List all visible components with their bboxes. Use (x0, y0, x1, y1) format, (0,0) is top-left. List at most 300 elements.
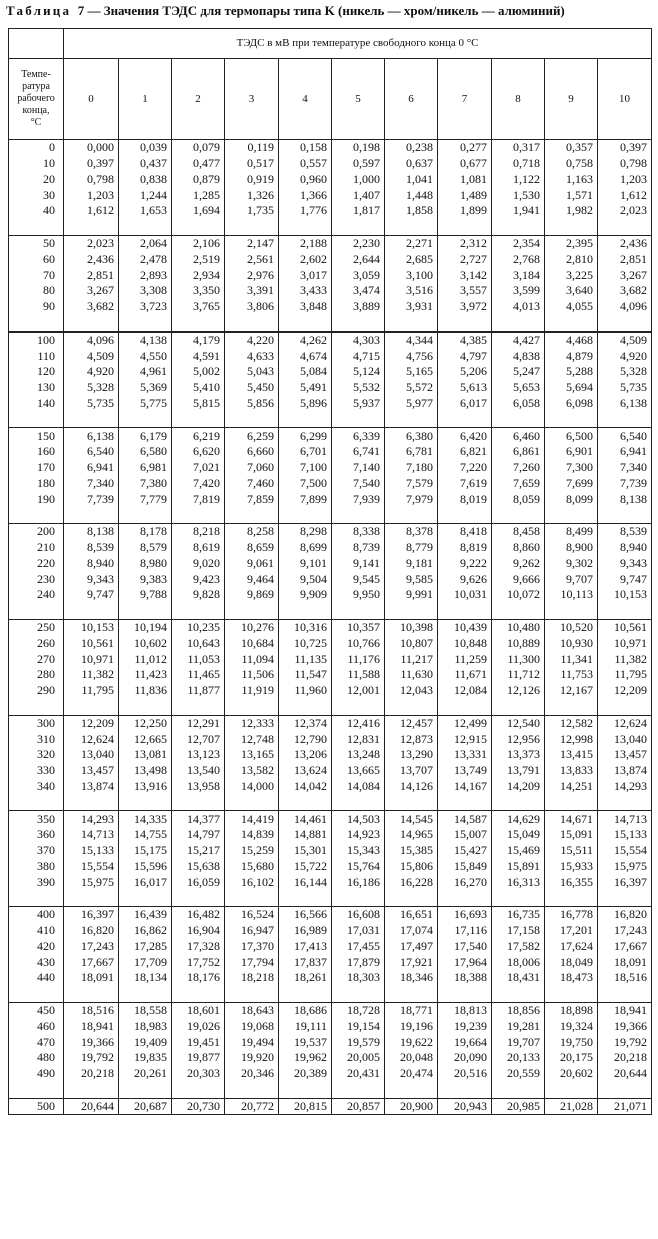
emf-value-cell: 19,835 (119, 1050, 172, 1066)
emf-value-cell: 0,879 (172, 172, 225, 188)
emf-value-cell: 7,380 (119, 476, 172, 492)
emf-value-cell: 8,779 (385, 540, 438, 556)
emf-value-cell: 9,222 (438, 556, 492, 572)
emf-value-cell: 15,469 (492, 843, 545, 859)
spacer-cell (598, 219, 652, 236)
emf-value-cell: 1,326 (225, 187, 279, 203)
emf-value-cell: 15,680 (225, 859, 279, 875)
emf-value-cell: 10,643 (172, 636, 225, 652)
emf-value-cell: 4,427 (492, 332, 545, 349)
emf-value-cell: 11,382 (64, 667, 119, 683)
emf-value-cell: 15,596 (119, 859, 172, 875)
emf-value-cell: 17,752 (172, 954, 225, 970)
emf-value-cell: 8,940 (64, 556, 119, 572)
emf-value-cell: 13,331 (438, 747, 492, 763)
emf-value-cell: 0,079 (172, 140, 225, 156)
table-body (9, 29, 652, 1115)
emf-value-cell: 18,134 (119, 970, 172, 986)
spacer-cell (598, 699, 652, 716)
emf-value-cell: 9,504 (279, 571, 332, 587)
temperature-cell: 80 (9, 283, 64, 299)
emf-value-cell: 9,585 (385, 571, 438, 587)
emf-value-cell: 9,101 (279, 556, 332, 572)
emf-value-cell: 8,940 (598, 540, 652, 556)
emf-value-cell: 14,545 (385, 811, 438, 827)
emf-value-cell: 10,848 (438, 636, 492, 652)
emf-value-cell: 18,601 (172, 1002, 225, 1018)
emf-value-cell: 20,175 (545, 1050, 598, 1066)
table-caption (6, 3, 658, 19)
emf-value-cell: 12,333 (225, 715, 279, 731)
emf-value-cell: 19,877 (172, 1050, 225, 1066)
emf-value-cell: 3,474 (332, 283, 385, 299)
emf-value-cell: 16,228 (385, 874, 438, 890)
spacer-cell (172, 890, 225, 907)
emf-value-cell: 12,540 (492, 715, 545, 731)
table-row (9, 267, 652, 283)
spacer-cell (385, 986, 438, 1003)
column-header: 7 (438, 59, 492, 140)
emf-value-cell: 13,498 (119, 763, 172, 779)
temperature-cell: 130 (9, 380, 64, 396)
emf-value-cell: 7,340 (598, 460, 652, 476)
emf-value-cell: 20,857 (332, 1098, 385, 1115)
column-header: 9 (545, 59, 598, 140)
emf-value-cell: 15,427 (438, 843, 492, 859)
emf-value-cell: 3,765 (172, 299, 225, 315)
temperature-cell: 340 (9, 779, 64, 795)
emf-value-cell: 2,106 (172, 235, 225, 251)
emf-value-cell: 16,693 (438, 907, 492, 923)
emf-value-cell: 10,031 (438, 587, 492, 603)
emf-value-cell: 4,920 (64, 364, 119, 380)
emf-value-cell: 8,619 (172, 540, 225, 556)
emf-value-cell: 10,889 (492, 636, 545, 652)
spacer-cell (332, 986, 385, 1003)
table-row (9, 1002, 652, 1018)
emf-value-cell: 12,416 (332, 715, 385, 731)
emf-value-cell: 20,303 (172, 1066, 225, 1082)
emf-value-cell: 16,059 (172, 874, 225, 890)
thermo-emf-table (8, 28, 652, 1115)
temperature-cell: 100 (9, 332, 64, 349)
emf-value-cell: 4,633 (225, 348, 279, 364)
emf-value-cell: 19,026 (172, 1019, 225, 1035)
emf-value-cell: 12,457 (385, 715, 438, 731)
emf-value-cell: 19,324 (545, 1019, 598, 1035)
emf-value-cell: 17,074 (385, 923, 438, 939)
emf-value-cell: 20,559 (492, 1066, 545, 1082)
temperature-cell: 120 (9, 364, 64, 380)
emf-value-cell: 14,671 (545, 811, 598, 827)
emf-value-cell: 4,838 (492, 348, 545, 364)
emf-value-cell: 0,557 (279, 156, 332, 172)
spacer-cell (279, 794, 332, 811)
emf-value-cell: 2,810 (545, 252, 598, 268)
spacer-cell (64, 699, 119, 716)
emf-value-cell: 15,007 (438, 827, 492, 843)
emf-value-cell: 13,540 (172, 763, 225, 779)
spacer-cell (172, 1082, 225, 1099)
spacer-cell (545, 1082, 598, 1099)
emf-value-cell: 2,851 (598, 252, 652, 268)
emf-value-cell: 19,409 (119, 1034, 172, 1050)
emf-value-cell: 4,220 (225, 332, 279, 349)
emf-value-cell: 16,482 (172, 907, 225, 923)
emf-value-cell: 13,040 (64, 747, 119, 763)
emf-value-cell: 2,230 (332, 235, 385, 251)
emf-value-cell: 1,489 (438, 187, 492, 203)
spacer-cell (492, 794, 545, 811)
emf-value-cell: 12,043 (385, 683, 438, 699)
emf-value-cell: 17,497 (385, 939, 438, 955)
temperature-cell: 30 (9, 187, 64, 203)
spacer-cell (438, 219, 492, 236)
spacer-cell (119, 507, 172, 524)
emf-value-cell: 20,730 (172, 1098, 225, 1115)
emf-value-cell: 16,862 (119, 923, 172, 939)
emf-value-cell: 21,071 (598, 1098, 652, 1115)
emf-value-cell: 6,781 (385, 444, 438, 460)
spacer-cell (225, 1082, 279, 1099)
emf-value-cell: 11,919 (225, 683, 279, 699)
emf-value-cell: 7,420 (172, 476, 225, 492)
row-header-line: рабочего (17, 93, 55, 104)
emf-value-cell: 18,431 (492, 970, 545, 986)
spacer-cell (385, 507, 438, 524)
table-row (9, 476, 652, 492)
emf-value-cell: 17,370 (225, 939, 279, 955)
emf-value-cell: 3,059 (332, 267, 385, 283)
emf-value-cell: 11,588 (332, 667, 385, 683)
emf-value-cell: 6,901 (545, 444, 598, 460)
emf-value-cell: 11,712 (492, 667, 545, 683)
emf-value-cell: 11,012 (119, 651, 172, 667)
table-row (9, 524, 652, 540)
emf-value-cell: 2,188 (279, 235, 332, 251)
table-row (9, 396, 652, 412)
table-row (9, 970, 652, 986)
emf-value-cell: 9,061 (225, 556, 279, 572)
emf-value-cell: 12,167 (545, 683, 598, 699)
spacer-cell (225, 603, 279, 620)
spacer-cell (225, 219, 279, 236)
spacer-cell (279, 699, 332, 716)
table-row (9, 619, 652, 635)
emf-value-cell: 10,684 (225, 636, 279, 652)
emf-value-cell: 16,904 (172, 923, 225, 939)
emf-value-cell: 8,539 (598, 524, 652, 540)
emf-value-cell: 10,561 (598, 619, 652, 635)
emf-value-cell: 6,138 (64, 428, 119, 444)
emf-value-cell: 18,558 (119, 1002, 172, 1018)
emf-value-cell: 14,293 (598, 779, 652, 795)
emf-value-cell: 5,002 (172, 364, 225, 380)
emf-value-cell: 9,707 (545, 571, 598, 587)
table-row (9, 939, 652, 955)
group-spacer-row (9, 219, 652, 236)
emf-value-cell: 6,540 (64, 444, 119, 460)
spacer-cell (438, 986, 492, 1003)
emf-value-cell: 3,557 (438, 283, 492, 299)
emf-value-cell: 14,377 (172, 811, 225, 827)
emf-value-cell: 20,133 (492, 1050, 545, 1066)
emf-value-cell: 19,537 (279, 1034, 332, 1050)
table-row (9, 923, 652, 939)
emf-value-cell: 7,540 (332, 476, 385, 492)
emf-value-cell: 12,624 (64, 731, 119, 747)
emf-value-cell: 8,019 (438, 491, 492, 507)
emf-value-cell: 6,098 (545, 396, 598, 412)
spacer-cell (492, 411, 545, 428)
emf-value-cell: 17,243 (64, 939, 119, 955)
emf-value-cell: 8,378 (385, 524, 438, 540)
emf-value-cell: 10,725 (279, 636, 332, 652)
emf-value-cell: 17,540 (438, 939, 492, 955)
emf-value-cell: 1,571 (545, 187, 598, 203)
emf-value-cell: 2,934 (172, 267, 225, 283)
emf-value-cell: 20,346 (225, 1066, 279, 1082)
emf-value-cell: 15,806 (385, 859, 438, 875)
row-header (9, 59, 64, 140)
emf-value-cell: 2,023 (598, 203, 652, 219)
emf-value-cell: 14,042 (279, 779, 332, 795)
emf-value-cell: 18,473 (545, 970, 598, 986)
emf-value-cell: 17,031 (332, 923, 385, 939)
emf-value-cell: 10,316 (279, 619, 332, 635)
emf-value-cell: 5,977 (385, 396, 438, 412)
emf-value-cell: 6,540 (598, 428, 652, 444)
emf-value-cell: 19,281 (492, 1019, 545, 1035)
emf-value-cell: 0,597 (332, 156, 385, 172)
emf-value-cell: 3,723 (119, 299, 172, 315)
emf-value-cell: 12,831 (332, 731, 385, 747)
spacer-cell (385, 219, 438, 236)
emf-value-cell: 0,758 (545, 156, 598, 172)
emf-value-cell: 13,123 (172, 747, 225, 763)
table-row (9, 491, 652, 507)
spacer-cell (9, 507, 64, 524)
emf-value-cell: 13,791 (492, 763, 545, 779)
emf-value-cell: 19,154 (332, 1019, 385, 1035)
emf-value-cell: 16,524 (225, 907, 279, 923)
spacer-cell (438, 411, 492, 428)
emf-value-cell: 19,366 (64, 1034, 119, 1050)
emf-value-cell: 2,685 (385, 252, 438, 268)
emf-value-cell: 14,629 (492, 811, 545, 827)
spacer-cell (225, 890, 279, 907)
emf-value-cell: 20,005 (332, 1050, 385, 1066)
emf-value-cell: 1,203 (598, 172, 652, 188)
emf-value-cell: 5,124 (332, 364, 385, 380)
temperature-cell: 70 (9, 267, 64, 283)
emf-value-cell: 1,407 (332, 187, 385, 203)
emf-value-cell: 17,243 (598, 923, 652, 939)
emf-value-cell: 4,509 (598, 332, 652, 349)
table-row (9, 763, 652, 779)
emf-value-cell: 10,398 (385, 619, 438, 635)
emf-value-cell: 10,113 (545, 587, 598, 603)
spacer-cell (279, 603, 332, 620)
spacer-cell (172, 603, 225, 620)
emf-value-cell: 8,739 (332, 540, 385, 556)
spacer-cell (225, 794, 279, 811)
emf-value-cell: 18,091 (64, 970, 119, 986)
spacer-cell (385, 890, 438, 907)
table-row (9, 651, 652, 667)
emf-value-cell: 7,340 (64, 476, 119, 492)
emf-value-cell: 11,506 (225, 667, 279, 683)
spacer-cell (119, 1082, 172, 1099)
temperature-cell: 470 (9, 1034, 64, 1050)
emf-value-cell: 2,271 (385, 235, 438, 251)
emf-value-cell: 9,181 (385, 556, 438, 572)
table-row (9, 571, 652, 587)
spacer-cell (9, 315, 64, 332)
emf-value-cell: 4,385 (438, 332, 492, 349)
column-header: 8 (492, 59, 545, 140)
emf-value-cell: 3,308 (119, 283, 172, 299)
emf-value-cell: 2,064 (119, 235, 172, 251)
temperature-cell: 140 (9, 396, 64, 412)
emf-value-cell: 8,338 (332, 524, 385, 540)
table-row (9, 715, 652, 731)
emf-value-cell: 15,301 (279, 843, 332, 859)
emf-value-cell: 11,547 (279, 667, 332, 683)
temperature-cell: 290 (9, 683, 64, 699)
emf-value-cell: 20,644 (598, 1066, 652, 1082)
emf-value-cell: 6,339 (332, 428, 385, 444)
emf-value-cell: 10,072 (492, 587, 545, 603)
emf-value-cell: 12,998 (545, 731, 598, 747)
spacer-cell (279, 411, 332, 428)
emf-value-cell: 15,049 (492, 827, 545, 843)
emf-value-cell: 0,437 (119, 156, 172, 172)
emf-value-cell: 16,270 (438, 874, 492, 890)
table-row (9, 348, 652, 364)
column-header-row (9, 59, 652, 140)
emf-value-cell: 8,138 (598, 491, 652, 507)
emf-value-cell: 13,457 (64, 763, 119, 779)
table-row (9, 203, 652, 219)
emf-value-cell: 11,176 (332, 651, 385, 667)
emf-value-cell: 10,153 (598, 587, 652, 603)
emf-value-cell: 7,500 (279, 476, 332, 492)
spacer-cell (332, 794, 385, 811)
emf-value-cell: 14,167 (438, 779, 492, 795)
spacer-cell (598, 603, 652, 620)
emf-value-cell: 13,081 (119, 747, 172, 763)
temperature-cell: 110 (9, 348, 64, 364)
spacer-cell (9, 219, 64, 236)
emf-value-cell: 6,941 (598, 444, 652, 460)
table-row (9, 683, 652, 699)
emf-value-cell: 3,806 (225, 299, 279, 315)
spacer-cell (9, 890, 64, 907)
emf-value-cell: 13,665 (332, 763, 385, 779)
blank-header-cell (9, 29, 64, 59)
emf-value-cell: 18,176 (172, 970, 225, 986)
row-header-line: ратура (22, 81, 50, 92)
spacer-cell (64, 603, 119, 620)
emf-value-cell: 9,869 (225, 587, 279, 603)
emf-value-cell: 19,068 (225, 1019, 279, 1035)
temperature-cell: 400 (9, 907, 64, 923)
table-row (9, 731, 652, 747)
emf-value-cell: 17,455 (332, 939, 385, 955)
emf-value-cell: 12,209 (64, 715, 119, 731)
emf-value-cell: 0,238 (385, 140, 438, 156)
emf-value-cell: 13,248 (332, 747, 385, 763)
table-row (9, 1034, 652, 1050)
temperature-cell: 480 (9, 1050, 64, 1066)
spacer-cell (225, 315, 279, 332)
emf-value-cell: 20,090 (438, 1050, 492, 1066)
emf-value-cell: 10,357 (332, 619, 385, 635)
emf-value-cell: 5,937 (332, 396, 385, 412)
emf-value-cell: 17,667 (64, 954, 119, 970)
emf-value-cell: 1,163 (545, 172, 598, 188)
emf-value-cell: 11,094 (225, 651, 279, 667)
emf-value-cell: 7,779 (119, 491, 172, 507)
emf-value-cell: 0,158 (279, 140, 332, 156)
group-spacer-row (9, 1082, 652, 1099)
emf-value-cell: 5,288 (545, 364, 598, 380)
temperature-cell: 50 (9, 235, 64, 251)
emf-value-cell: 4,013 (492, 299, 545, 315)
emf-value-cell: 15,511 (545, 843, 598, 859)
spacer-cell (9, 1082, 64, 1099)
emf-value-cell: 6,259 (225, 428, 279, 444)
temperature-cell: 160 (9, 444, 64, 460)
emf-value-cell: 6,460 (492, 428, 545, 444)
emf-value-cell: 13,833 (545, 763, 598, 779)
emf-value-cell: 8,178 (119, 524, 172, 540)
emf-value-cell: 7,739 (64, 491, 119, 507)
emf-value-cell: 8,418 (438, 524, 492, 540)
emf-value-cell: 7,619 (438, 476, 492, 492)
emf-value-cell: 18,686 (279, 1002, 332, 1018)
spacer-cell (332, 507, 385, 524)
table-row (9, 252, 652, 268)
temperature-cell: 20 (9, 172, 64, 188)
emf-value-cell: 9,828 (172, 587, 225, 603)
emf-value-cell: 15,554 (598, 843, 652, 859)
spacer-cell (119, 986, 172, 1003)
emf-value-cell: 0,960 (279, 172, 332, 188)
emf-value-cell: 18,813 (438, 1002, 492, 1018)
column-header: 0 (64, 59, 119, 140)
emf-value-cell: 11,877 (172, 683, 225, 699)
spacer-cell (279, 986, 332, 1003)
table-row (9, 1066, 652, 1082)
emf-value-cell: 9,545 (332, 571, 385, 587)
emf-value-cell: 15,638 (172, 859, 225, 875)
emf-value-cell: 18,388 (438, 970, 492, 986)
emf-value-cell: 1,366 (279, 187, 332, 203)
emf-value-cell: 8,980 (119, 556, 172, 572)
emf-value-cell: 11,259 (438, 651, 492, 667)
emf-value-cell: 12,707 (172, 731, 225, 747)
emf-value-cell: 1,735 (225, 203, 279, 219)
emf-value-cell: 0,119 (225, 140, 279, 156)
emf-value-cell: 16,355 (545, 874, 598, 890)
emf-value-cell: 2,519 (172, 252, 225, 268)
emf-value-cell: 7,060 (225, 460, 279, 476)
spacer-cell (385, 699, 438, 716)
emf-value-cell: 11,795 (598, 667, 652, 683)
table-row (9, 587, 652, 603)
